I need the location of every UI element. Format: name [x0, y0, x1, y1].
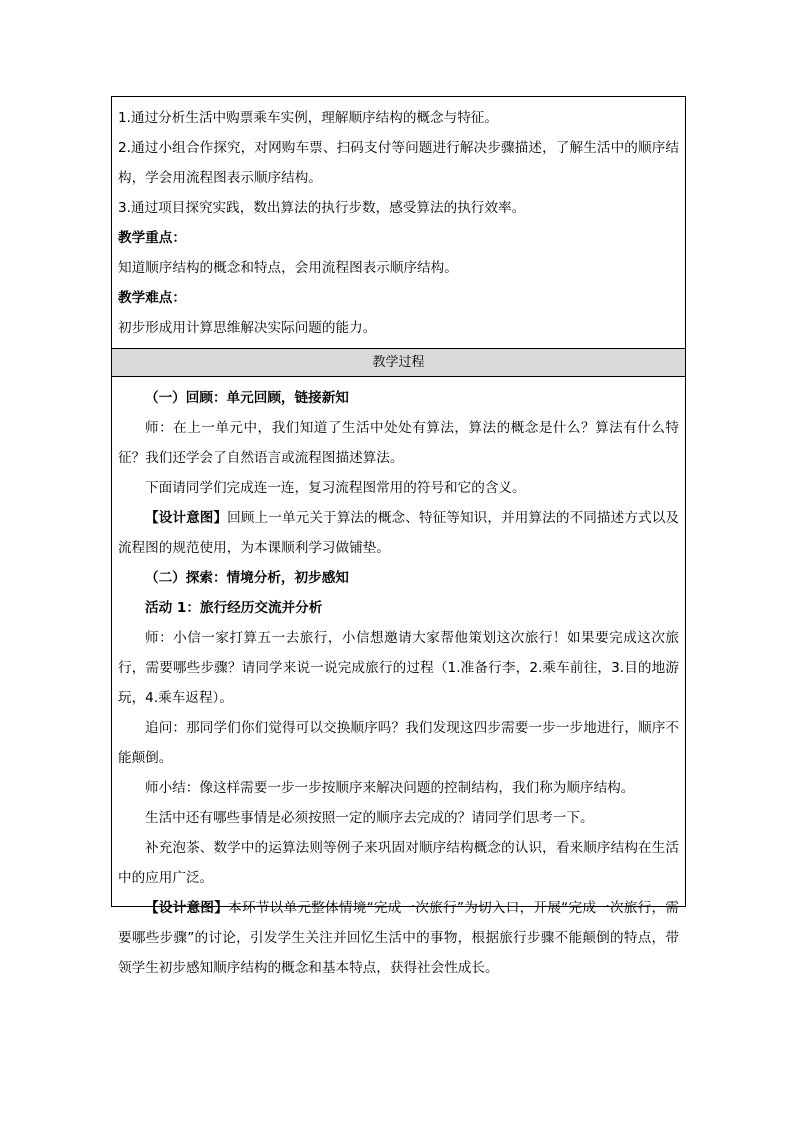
- paragraph-4: 追问：那同学们你们觉得可以交换顺序吗？我们发现这四步需要一步一步地进行，顺序不能颠倒。: [118, 720, 679, 766]
- activity1-title: 活动 1：旅行经历交流并分析: [145, 600, 323, 616]
- design-intent-text: 本环节以单元整体情境“完成一次旅行”为切入口，开展“完成一次旅行，需要哪些步骤”的讨论，引发学生关注并回忆生活中的事物，根据旅行步骤不能颠倒的特点，带领学生初步感知顺序结构的概念和基本特点，获得社会性成长。: [118, 900, 679, 976]
- process-header: 教学过程: [112, 348, 685, 377]
- key-point-text: 知道顺序结构的概念和特点，会用流程图表示顺序结构。: [118, 260, 458, 276]
- key-point-label: 教学重点：: [118, 230, 186, 246]
- section1-title: （一）回顾：单元回顾，链接新知: [145, 390, 349, 406]
- difficulty-label: 教学难点：: [118, 290, 186, 306]
- paragraph-6: 生活中还有哪些事情是必须按照一定的顺序去完成的？请同学们思考一下。: [145, 810, 594, 826]
- objective-1: 1.通过分析生活中购票乘车实例，理解顺序结构的概念与特征。: [118, 110, 498, 126]
- design-intent-1: [118, 503, 679, 563]
- lesson-plan-table: [111, 96, 686, 976]
- section2-title: （二）探索：情境分析，初步感知: [145, 570, 349, 586]
- objectives-cell: [112, 97, 685, 348]
- objective-3: 3.通过项目探究实践，数出算法的执行步数，感受算法的执行效率。: [118, 200, 526, 216]
- objective-2: 2.通过小组合作探究，对网购车票、扫码支付等问题进行解决步骤描述，了解生活中的顺序结构，学会用流程图表示顺序结构。: [118, 140, 679, 186]
- paragraph-5: 师小结：像这样需要一步一步按顺序来解决问题的控制结构，我们称为顺序结构。: [145, 780, 635, 796]
- process-cell: [112, 377, 685, 976]
- design-intent-label: 【设计意图】: [145, 510, 228, 526]
- difficulty-text: 初步形成用计算思维解决实际问题的能力。: [118, 320, 377, 336]
- paragraph-7: 补充泡茶、数学中的运算法则等例子来巩固对顺序结构概念的认识，看来顺序结构在生活中的应用广泛。: [118, 840, 679, 886]
- design-intent-2: [118, 893, 679, 983]
- design-intent-label: 【设计意图】: [145, 900, 229, 916]
- paragraph-1: 师：在上一单元中，我们知道了生活中处处有算法，算法的概念是什么？算法有什么特征？我们还学会了自然语言或流程图描述算法。: [118, 420, 679, 466]
- paragraph-3: 师：小信一家打算五一去旅行，小信想邀请大家帮他策划这次旅行！如果要完成这次旅行，需要哪些步骤？请同学来说一说完成旅行的过程（1.准备行李，2.乘车前往，3.目的地游玩，4.乘车返程）。: [118, 630, 679, 706]
- design-intent-text: 回顾上一单元关于算法的概念、特征等知识，并用算法的不同描述方式以及流程图的规范使用，为本课顺利学习做铺垫。: [118, 510, 679, 556]
- paragraph-2: 下面请同学们完成连一连，复习流程图常用的符号和它的含义。: [145, 480, 526, 496]
